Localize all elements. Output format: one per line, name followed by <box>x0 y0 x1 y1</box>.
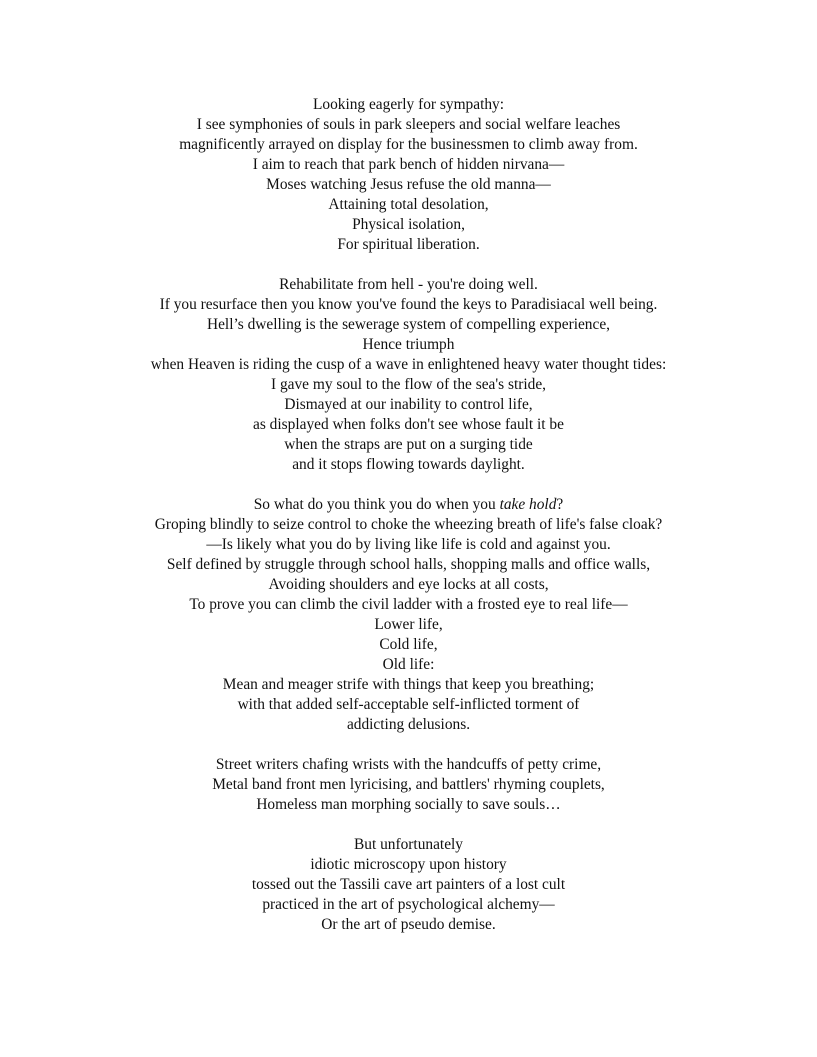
poem-line: But unfortunately <box>354 836 463 853</box>
poem-page <box>0 95 817 955</box>
poem-line: Cold life, <box>379 636 438 653</box>
poem-line: I aim to reach that park bench of hidden nirvana— <box>252 156 565 173</box>
poem-line: Avoiding shoulders and eye locks at all costs, <box>268 576 549 593</box>
poem-line-text: ? <box>556 496 564 513</box>
poem-line: and it stops flowing towards daylight. <box>292 456 525 473</box>
poem-line: with that added self-acceptable self-inflicted torment of <box>237 696 580 713</box>
poem-line: Dismayed at our inability to control life, <box>284 396 533 413</box>
poem-line: For spiritual liberation. <box>337 236 480 253</box>
poem-line: Hell’s dwelling is the sewerage system of compelling experience, <box>206 316 611 333</box>
poem-line-text: So what do you think you do when you <box>253 496 500 513</box>
poem-line: when the straps are put on a surging tide <box>284 436 533 453</box>
poem-line: Attaining total desolation, <box>328 196 489 213</box>
poem-line: addicting delusions. <box>346 716 471 733</box>
poem-line: practiced in the art of psychological alchemy— <box>262 896 555 913</box>
stanza-3 <box>0 495 817 735</box>
poem-line: when Heaven is riding the cusp of a wave in enlightened heavy water thought tides: <box>150 356 667 373</box>
poem-line: Physical isolation, <box>352 216 465 233</box>
poem-line: If you resurface then you know you've found the keys to Paradisiacal well being. <box>159 296 658 313</box>
stanza-1 <box>0 95 817 255</box>
stanza-2 <box>0 275 817 475</box>
poem-line: Self defined by struggle through school halls, shopping malls and office walls, <box>166 556 651 573</box>
poem-line: I see symphonies of souls in park sleepers and social welfare leaches <box>196 116 621 133</box>
stanza-5 <box>0 835 817 935</box>
poem-line: magnificently arrayed on display for the businessmen to climb away from. <box>179 136 638 153</box>
poem-line: Groping blindly to seize control to choke the wheezing breath of life's false cloak? <box>154 516 663 533</box>
poem-line: —Is likely what you do by living like life is cold and against you. <box>206 536 611 553</box>
poem-line <box>0 495 817 515</box>
poem-line: as displayed when folks don't see whose fault it be <box>253 416 564 433</box>
poem-line: Hence triumph <box>362 336 455 353</box>
poem-line: Mean and meager strife with things that keep you breathing; <box>222 676 595 693</box>
poem-line: Looking eagerly for sympathy: <box>312 96 505 113</box>
poem-line: tossed out the Tassili cave art painters of a lost cult <box>251 876 566 893</box>
poem-line: Moses watching Jesus refuse the old manna— <box>266 176 551 193</box>
poem-line: Homeless man morphing socially to save souls… <box>256 796 561 813</box>
poem-line: idiotic microscopy upon history <box>310 856 507 873</box>
stanza-4 <box>0 755 817 815</box>
poem-line: Street writers chafing wrists with the handcuffs of petty crime, <box>215 756 602 773</box>
poem-line: Lower life, <box>374 616 443 633</box>
poem-line: Metal band front men lyricising, and battlers' rhyming couplets, <box>212 776 605 793</box>
poem-line: I gave my soul to the flow of the sea's stride, <box>270 376 547 393</box>
poem-line: Rehabilitate from hell - you're doing well. <box>279 276 538 293</box>
poem-line: Old life: <box>382 656 435 673</box>
poem-line: To prove you can climb the civil ladder with a frosted eye to real life— <box>189 596 628 613</box>
poem-line-emphasis: take hold <box>499 496 557 513</box>
poem-line: Or the art of pseudo demise. <box>321 916 496 933</box>
